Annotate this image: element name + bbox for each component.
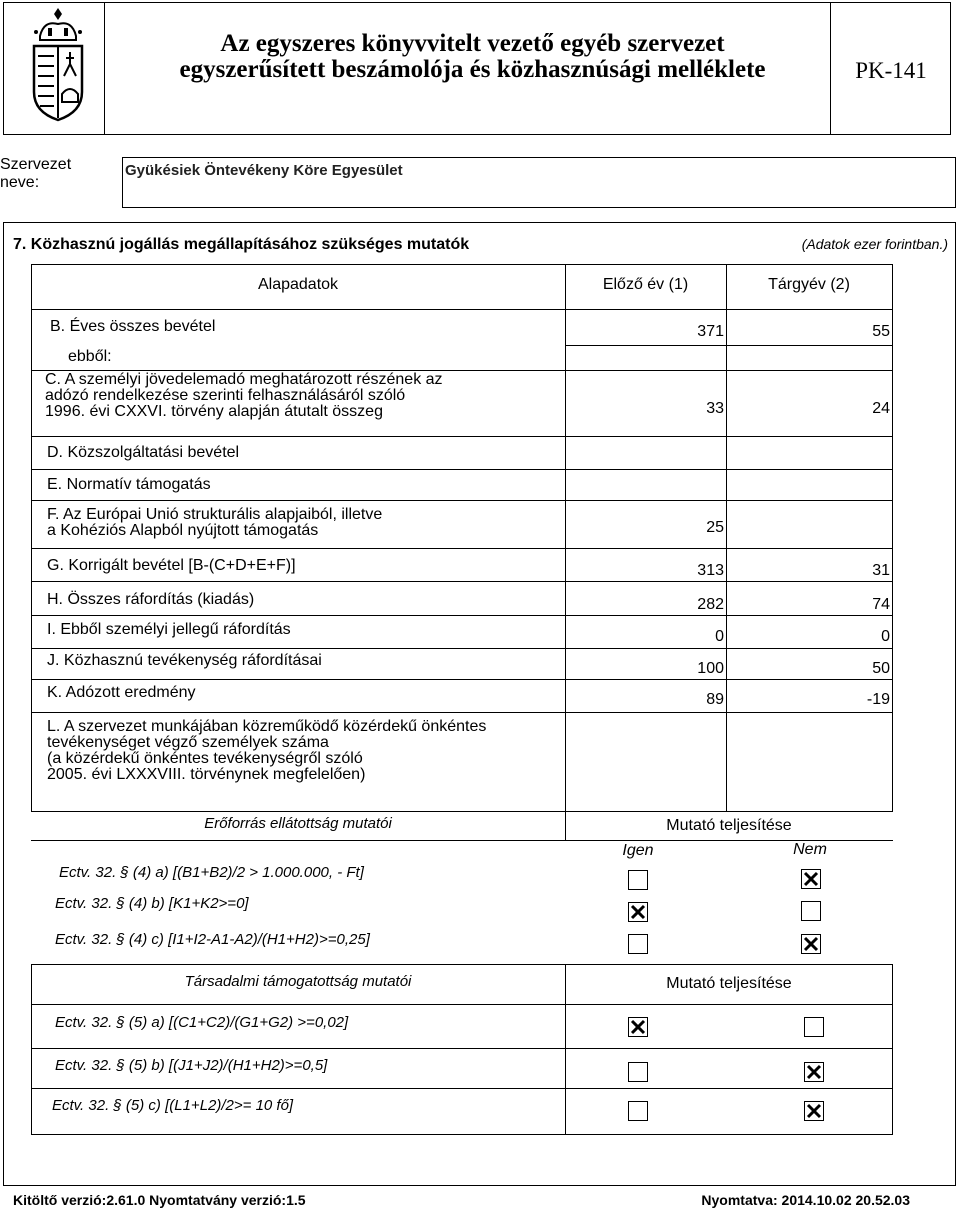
form-title-line1: Az egyszeres könyvvitelt vezető egyéb szervezet: [220, 30, 725, 57]
resources-item-2-label: Ectv. 32. § (4) b) [K1+K2>=0]: [55, 895, 249, 912]
social-item-3-igen-checkbox[interactable]: [628, 1101, 648, 1121]
col-prev-header: Előző év (1): [602, 276, 689, 293]
row-k-label: K. Adózott eredmény: [47, 684, 196, 701]
row-h-prev: 282: [697, 596, 724, 613]
resources-col-header: Mutató teljesítése: [666, 817, 792, 834]
row-i-label: I. Ebből személyi jellegű ráfordítás: [47, 621, 291, 638]
org-name-label-line1: Szervezet: [0, 156, 72, 173]
row-j-label: J. Közhasznú tevékenység ráfordításai: [47, 652, 322, 669]
row-i-prev: 0: [715, 628, 724, 645]
row-c-label-line2: adózó rendelkezése szerinti felhasználásáról szóló: [45, 387, 406, 404]
row-l-label-line3: (a közérdekű önkéntes tevékenységről szóló: [47, 750, 363, 767]
row-c-prev: 33: [706, 400, 724, 417]
resources-item-1-label: Ectv. 32. § (4) a) [(B1+B2)/2 > 1.000.000, - Ft]: [59, 864, 364, 881]
resources-item-3-igen-checkbox[interactable]: [628, 934, 648, 954]
row-g-curr: 31: [872, 562, 890, 579]
form-code: PK-141: [855, 58, 927, 83]
org-name-label-line2: neve:: [0, 174, 40, 191]
row-l-label-line2: tevékenységet végző személyek száma: [47, 734, 329, 751]
resources-item-1-nem-checkbox[interactable]: [801, 869, 821, 889]
org-name-value: Gyükésiek Öntevékeny Köre Egyesület: [125, 162, 403, 179]
row-l-label-line1: L. A szervezet munkájában közreműködő közérdekű önkéntes: [47, 718, 487, 735]
row-k-curr: -19: [866, 691, 890, 708]
row-l-label-line4: 2005. évi LXXXVIII. törvénynek megfelelően): [47, 766, 366, 783]
row-g-prev: 313: [697, 562, 724, 579]
row-f-label-line1: F. Az Európai Unió strukturális alapjaiból, illetve: [47, 506, 383, 523]
social-col-header: Mutató teljesítése: [666, 975, 792, 992]
resources-item-3-nem-checkbox[interactable]: [801, 934, 821, 954]
form-title-line2: egyszerűsített beszámolója és közhasznúsági melléklete: [179, 56, 766, 83]
social-item-1-nem-checkbox[interactable]: [804, 1017, 824, 1037]
row-j-prev: 100: [697, 660, 724, 677]
row-b-curr: 55: [872, 323, 890, 340]
units-note: (Adatok ezer forintban.): [801, 236, 948, 252]
row-j-curr: 50: [872, 660, 890, 677]
resources-item-3-label: Ectv. 32. § (4) c) [I1+I2-A1-A2)/(H1+H2)>=0,25]: [55, 931, 370, 948]
row-c-label-line1: C. A személyi jövedelemadó meghatározott részének az: [45, 371, 443, 388]
social-item-2-igen-checkbox[interactable]: [628, 1062, 648, 1082]
resources-item-2-nem-checkbox[interactable]: [801, 901, 821, 921]
section-title: 7. Közhasznú jogállás megállapításához szükséges mutatók: [13, 236, 470, 253]
row-h-label: H. Összes ráfordítás (kiadás): [47, 591, 255, 608]
row-h-curr: 74: [872, 596, 890, 613]
social-title: Társadalmi támogatottság mutatói: [184, 973, 412, 990]
row-k-prev: 89: [706, 691, 724, 708]
social-item-2-label: Ectv. 32. § (5) b) [(J1+J2)/(H1+H2)>=0,5]: [55, 1057, 328, 1074]
org-name-field[interactable]: [122, 157, 956, 208]
social-item-1-label: Ectv. 32. § (5) a) [(C1+C2)/(G1+G2) >=0,02]: [55, 1014, 349, 1031]
social-item-3-label: Ectv. 32. § (5) c) [(L1+L2)/2>= 10 fő]: [52, 1097, 294, 1114]
footer-print-date: Nyomtatva: 2014.10.02 20.52.03: [701, 1192, 910, 1208]
row-ebbol-label: ebből:: [68, 348, 112, 365]
resources-nem-header: Nem: [793, 841, 827, 858]
row-f-label-line2: a Kohéziós Alapból nyújtott támogatás: [47, 522, 319, 539]
resources-item-2-igen-checkbox[interactable]: [628, 902, 648, 922]
coat-of-arms-emblem: [26, 6, 90, 129]
footer-version: Kitöltő verzió:2.61.0 Nyomtatvány verzió:1.5: [13, 1192, 306, 1208]
row-i-curr: 0: [881, 628, 890, 645]
col-curr-header: Tárgyév (2): [768, 276, 850, 293]
social-item-3-nem-checkbox[interactable]: [804, 1101, 824, 1121]
row-b-prev: 371: [697, 323, 724, 340]
col-base-header: Alapadatok: [257, 276, 339, 293]
row-c-label-line3: 1996. évi CXXVI. törvény alapján átutalt összeg: [45, 403, 383, 420]
row-b-label: B. Éves összes bevétel: [50, 318, 216, 335]
social-item-1-igen-checkbox[interactable]: [628, 1017, 648, 1037]
row-f-prev: 25: [706, 519, 724, 536]
resources-title: Erőforrás ellátottság mutatói: [204, 815, 392, 832]
row-e-label: E. Normatív támogatás: [47, 476, 211, 493]
row-g-label: G. Korrigált bevétel [B-(C+D+E+F)]: [47, 557, 296, 574]
resources-igen-header: Igen: [622, 842, 654, 859]
resources-item-1-igen-checkbox[interactable]: [628, 870, 648, 890]
row-c-curr: 24: [872, 400, 890, 417]
social-item-2-nem-checkbox[interactable]: [804, 1062, 824, 1082]
row-d-label: D. Közszolgáltatási bevétel: [47, 444, 240, 461]
